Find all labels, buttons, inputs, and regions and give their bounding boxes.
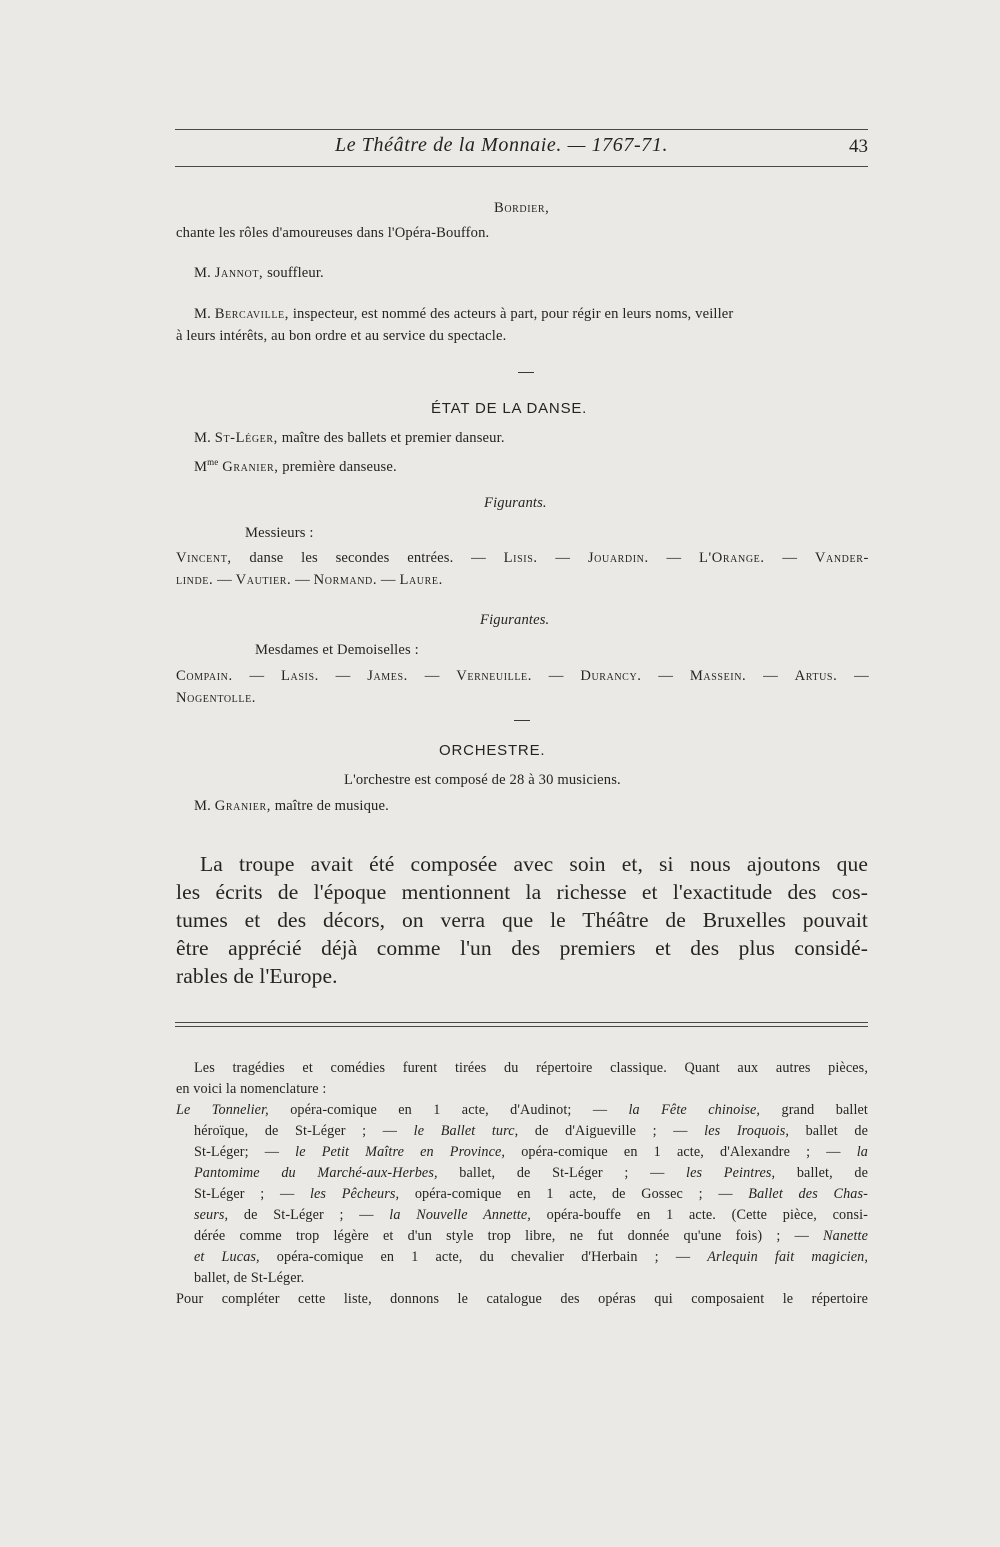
paragraph-line-1: La troupe avait été composée avec soin et, si nous ajoutons que	[200, 852, 868, 876]
dash: —	[854, 668, 869, 684]
footnote-line-4	[194, 1121, 868, 1141]
paragraph-line-2: les écrits de l'époque mentionnent la richesse et l'exactitude des cos-	[176, 880, 868, 904]
footnote-text: opéra-bouffe en 1 acte. (Cette pièce, consi-	[530, 1207, 869, 1223]
figurante-artus: Artus.	[794, 668, 838, 684]
dash: —	[471, 550, 486, 566]
bercaville-prefix: M.	[194, 306, 211, 322]
dash: —	[295, 572, 310, 588]
dash: —	[658, 668, 674, 684]
figurante-massein: Massein.	[689, 668, 747, 684]
footnote-line-6	[194, 1163, 868, 1183]
bordier-name: Bordier,	[494, 200, 550, 216]
jannot-name: Jannot,	[214, 265, 264, 281]
orchestra-granier-role: maître de musique.	[274, 798, 389, 814]
figurante-nogentolle: Nogentolle.	[176, 690, 257, 706]
footnote-text: ballet, de	[775, 1165, 869, 1181]
footnote-text: opéra-comique en 1 acte, d'Alexandre ; —	[505, 1144, 857, 1160]
stleger-entry	[194, 428, 505, 448]
figurantes-label: Figurantes.	[480, 612, 550, 628]
granier-dancer-prefix: M	[194, 458, 208, 475]
dash: —	[782, 550, 798, 566]
footnote-text: de d'Aigueville ; —	[518, 1123, 705, 1139]
paragraph-line-5: rables de l'Europe.	[176, 964, 338, 988]
footnote-text: grand ballet	[760, 1102, 868, 1118]
granier-dancer-entry	[194, 452, 397, 477]
footnote-line-3	[176, 1100, 868, 1120]
footnote-text: opéra-comique en 1 acte, du chevalier d'Herbain ; —	[259, 1249, 708, 1265]
dance-heading: ÉTAT DE LA DANSE.	[431, 400, 588, 417]
jannot-entry	[194, 263, 324, 283]
title-la-fete-chinoise: la Fête chinoise,	[628, 1102, 761, 1118]
figurants-line-2	[176, 570, 443, 590]
figurant-jouardin: Jouardin.	[587, 550, 649, 566]
footnote-rule-bottom	[175, 1026, 868, 1027]
title-les-pecheurs: les Pêcheurs,	[309, 1186, 400, 1202]
footnote-rule-top	[175, 1022, 868, 1023]
title-la-pantomime: Pantomime du Marché-aux-Herbes,	[194, 1165, 438, 1181]
footnote-text: de St-Léger ; —	[228, 1207, 390, 1223]
footnote-text: héroïque, de St-Léger ; —	[194, 1123, 414, 1139]
dash: —	[249, 668, 265, 684]
dash: —	[335, 668, 351, 684]
figurants-line-1	[176, 548, 869, 568]
stleger-name: St-Léger,	[214, 430, 278, 446]
footnote-line-10	[194, 1247, 868, 1267]
section-separator-dash	[518, 372, 534, 373]
dash: —	[763, 668, 778, 684]
figurante-verneuille: Verneuille.	[456, 668, 532, 684]
paragraph-line-3: tumes et des décors, on verra que le Théâtre de Bruxelles pouvait	[176, 908, 868, 932]
figurants-label: Figurants.	[484, 495, 547, 511]
figurante-lasis: Lasis.	[281, 668, 319, 684]
granier-dancer-name: Granier,	[222, 458, 279, 475]
title-les-iroquois: les Iroquois,	[704, 1123, 790, 1139]
page-number: 43	[849, 136, 868, 157]
figurant-laure: Laure.	[399, 572, 443, 588]
running-header	[175, 132, 868, 164]
footnote-line-7	[194, 1184, 868, 1204]
title-la-nouvelle-annette: la Nouvelle Annette,	[389, 1207, 531, 1223]
figurant-vincent-role: danse les secondes entrées.	[249, 550, 454, 566]
footnote-text: ballet de	[789, 1123, 869, 1139]
figurant-linde: linde.	[176, 572, 214, 588]
footnote-text: St-Léger; —	[194, 1144, 296, 1160]
figurant-lorange: L'Orange.	[699, 550, 765, 566]
footnote-line-2: en voici la nomenclature :	[176, 1081, 327, 1097]
title-nanette: Nanette	[823, 1228, 868, 1244]
paragraph-line-4: être apprécié déjà comme l'un des premiers et des plus considé-	[176, 936, 868, 960]
stleger-role: maître des ballets et premier danseur.	[281, 430, 505, 446]
title-le-petit-maitre: le Petit Maître en Province,	[295, 1144, 506, 1160]
title-le-ballet-turc: le Ballet turc,	[413, 1123, 519, 1139]
figurante-compain: Compain.	[176, 668, 233, 684]
figurant-vander: Vander-	[814, 550, 869, 566]
title-le-tonnelier: Le Tonnelier,	[176, 1102, 269, 1118]
footnote-line-12: Pour compléter cette liste, donnons le catalogue des opéras qui composaient le répertoire	[176, 1291, 868, 1307]
messieurs-label: Messieurs :	[245, 525, 314, 541]
footnote-line-5	[194, 1142, 868, 1162]
footnote-line-9	[194, 1226, 868, 1246]
running-title: Le Théâtre de la Monnaie. — 1767-71.	[335, 134, 669, 156]
orchestra-heading: ORCHESTRE.	[439, 742, 546, 759]
title-la-pantomime-start: la	[856, 1144, 868, 1160]
footnote-line-8	[194, 1205, 868, 1225]
orchestra-granier-name: Granier,	[214, 798, 271, 814]
footnote-line-1: Les tragédies et comédies furent tirées du répertoire classique. Quant aux autres pièces,	[194, 1060, 868, 1076]
bercaville-name: Bercaville,	[214, 306, 289, 322]
dash: —	[555, 550, 571, 566]
header-bottom-rule	[175, 166, 868, 167]
dash: —	[424, 668, 440, 684]
bordier-role: chante les rôles d'amoureuses dans l'Opéra-Bouffon.	[176, 225, 490, 241]
figurant-vautier: Vautier.	[235, 572, 292, 588]
figurant-normand: Normand.	[313, 572, 378, 588]
dash: —	[380, 572, 396, 588]
footnote-line-11: ballet, de St-Léger.	[194, 1270, 305, 1286]
dash: —	[666, 550, 682, 566]
header-top-rule	[175, 129, 868, 130]
footnote-text: opéra-comique en 1 acte, d'Audinot; —	[268, 1102, 629, 1118]
mesdames-label: Mesdames et Demoiselles :	[255, 642, 419, 658]
stleger-prefix: M.	[194, 430, 211, 446]
granier-dancer-sup: me	[207, 457, 219, 467]
footnote-text: opéra-comique en 1 acte, de Gossec ; —	[399, 1186, 749, 1202]
figurante-durancy: Durancy.	[580, 668, 642, 684]
dash: —	[217, 572, 232, 588]
orchestra-granier-prefix: M.	[194, 798, 211, 814]
jannot-prefix: M.	[194, 265, 211, 281]
title-et-lucas: et Lucas,	[194, 1249, 260, 1265]
orchestra-granier-entry	[194, 796, 389, 816]
bercaville-entry	[194, 304, 733, 324]
jannot-role: souffleur.	[267, 265, 324, 281]
figurant-lisis: Lisis.	[503, 550, 538, 566]
bercaville-role-line2: à leurs intérêts, au bon ordre et au service du spectacle.	[176, 328, 507, 344]
footnote-text: St-Léger ; —	[194, 1186, 310, 1202]
title-ballet-des-chasseurs: Ballet des Chas-	[748, 1186, 868, 1202]
section-separator-dash	[514, 720, 530, 721]
figurante-james: James.	[367, 668, 408, 684]
footnote-text: dérée comme trop légère et d'un style trop libre, ne fut donnée qu'une fois) ; —	[194, 1228, 809, 1244]
dash: —	[548, 668, 564, 684]
title-chasseurs-end: seurs,	[194, 1207, 229, 1223]
granier-dancer-role: première danseuse.	[282, 458, 397, 475]
figurant-vincent: Vincent,	[176, 550, 232, 566]
orchestra-description: L'orchestre est composé de 28 à 30 musiciens.	[344, 772, 621, 788]
figurantes-line-1	[176, 666, 869, 686]
title-arlequin: Arlequin fait magicien,	[707, 1249, 868, 1265]
footnote-text: ballet, de St-Léger ; —	[437, 1165, 687, 1181]
bercaville-role-line1: inspecteur, est nommé des acteurs à part, pour régir en leurs noms, veiller	[292, 306, 734, 322]
title-les-peintres: les Peintres,	[686, 1165, 776, 1181]
